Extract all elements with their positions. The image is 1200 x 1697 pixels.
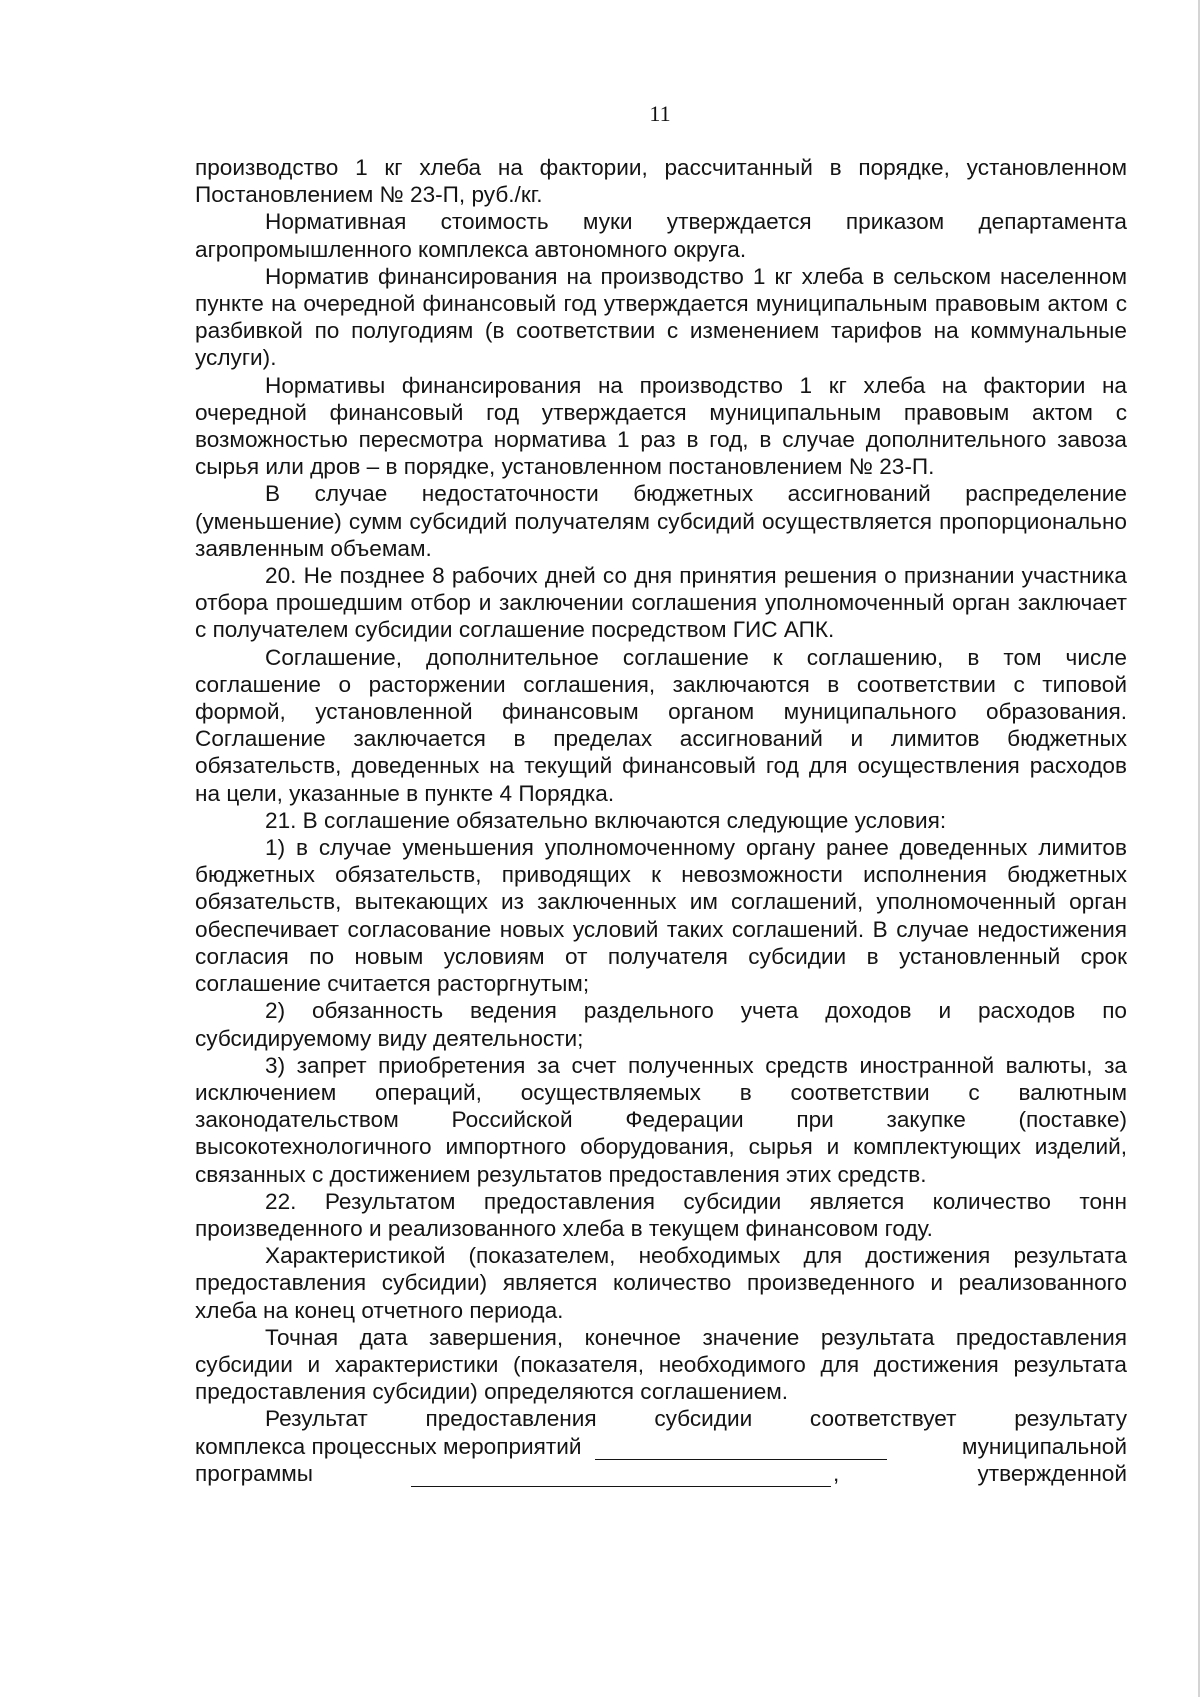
- line2-text-after: муниципальной: [961, 1433, 1127, 1459]
- subitem-1: 1) в случае уменьшения уполномоченному органу ранее доведенных лимитов бюджетных обязательств, приводящих к невозможности исполнения бюджетных обязательств, вытекающих из заключенных им соглашений, уполномоченный орган обеспечивает согласование новых условий таких соглашений. В случае недостижения согласия по новым условиям от получателя субсидии в установленный срок соглашение считается расторгнутым;: [195, 835, 1127, 997]
- page-number: 11: [649, 101, 671, 126]
- paragraph: Нормативы финансирования на производство 1 кг хлеба на фактории на очередной финансовый год утверждается муниципальным правовым актом с возможностью пересмотра норматива 1 раз в год, в случае дополнительного завоза сырья или дров – в порядке, установленном постановлением № 23-П.: [195, 372, 1127, 480]
- blank-field-program: [411, 1464, 831, 1487]
- line2-text-before: комплекса процессных мероприятий: [195, 1433, 582, 1459]
- final-paragraph-line1: Результат предоставления субсидии соответствует результату: [265, 1406, 1127, 1432]
- subitem-3: 3) запрет приобретения за счет полученных средств иностранной валюты, за исключением операций, осуществляемых в соответствии с валютным законодательством Российской Федерации при закупке (поставке) высокотехнологичного импортного оборудования, сырья и комплектующих изделий, связанных с достижением результатов предоставления этих средств.: [195, 1052, 1127, 1187]
- paragraph: производство 1 кг хлеба на фактории, рассчитанный в порядке, установленном Постановлением № 23-П, руб./кг.: [195, 155, 1127, 208]
- final-paragraph-line3: [195, 1460, 1127, 1487]
- paragraph-item-22: 22. Результатом предоставления субсидии является количество тонн произведенного и реализованного хлеба в текущем финансовом году.: [195, 1188, 1127, 1241]
- paragraph: Характеристикой (показателем, необходимых для достижения результата предоставления субсидии) является количество произведенного и реализованного хлеба на конец отчетного периода.: [195, 1243, 1127, 1323]
- paragraph: Соглашение, дополнительное соглашение к соглашению, в том числе соглашение о расторжении соглашения, заключаются в соответствии с типовой формой, установленной финансовым органом муниципального образования. Соглашение заключается в пределах ассигнований и лимитов бюджетных обязательств, доведенных на текущий финансовый год для осуществления расходов на цели, указанные в пункте 4 Порядка.: [195, 644, 1127, 806]
- paragraph: Нормативная стоимость муки утверждается приказом департамента агропромышленного комплекса автономного округа.: [195, 209, 1127, 262]
- line3-text-before: программы: [195, 1460, 314, 1486]
- line3-text-after: утвержденной: [977, 1460, 1127, 1486]
- paragraph-item-20: 20. Не позднее 8 рабочих дней со дня принятия решения о признании участника отбора прошедшим отбор и заключении соглашения уполномоченный орган заключает с получателем субсидии соглашение посредством ГИС АПК.: [195, 563, 1127, 643]
- paragraph: Норматив финансирования на производство 1 кг хлеба в сельском населенном пункте на очередной финансовый год утверждается муниципальным правовым актом с разбивкой по полугодиям (в соответствии с изменением тарифов на коммунальные услуги).: [195, 263, 1127, 371]
- line3-comma: ,: [833, 1460, 840, 1486]
- subitem-2: 2) обязанность ведения раздельного учета доходов и расходов по субсидируемому виду деятельности;: [195, 998, 1127, 1051]
- final-paragraph-line2: [195, 1433, 1127, 1460]
- paragraph-item-21: 21. В соглашение обязательно включаются следующие условия:: [265, 807, 947, 833]
- paragraph: В случае недостаточности бюджетных ассигнований распределение (уменьшение) сумм субсидий получателям субсидий осуществляется пропорционально заявленным объемам.: [195, 481, 1127, 561]
- blank-field-complex: [595, 1437, 887, 1460]
- paragraph: Точная дата завершения, конечное значение результата предоставления субсидии и характеристики (показателя, необходимого для достижения результата предоставления субсидии) определяются соглашением.: [195, 1324, 1127, 1405]
- document-body: [195, 154, 1127, 1487]
